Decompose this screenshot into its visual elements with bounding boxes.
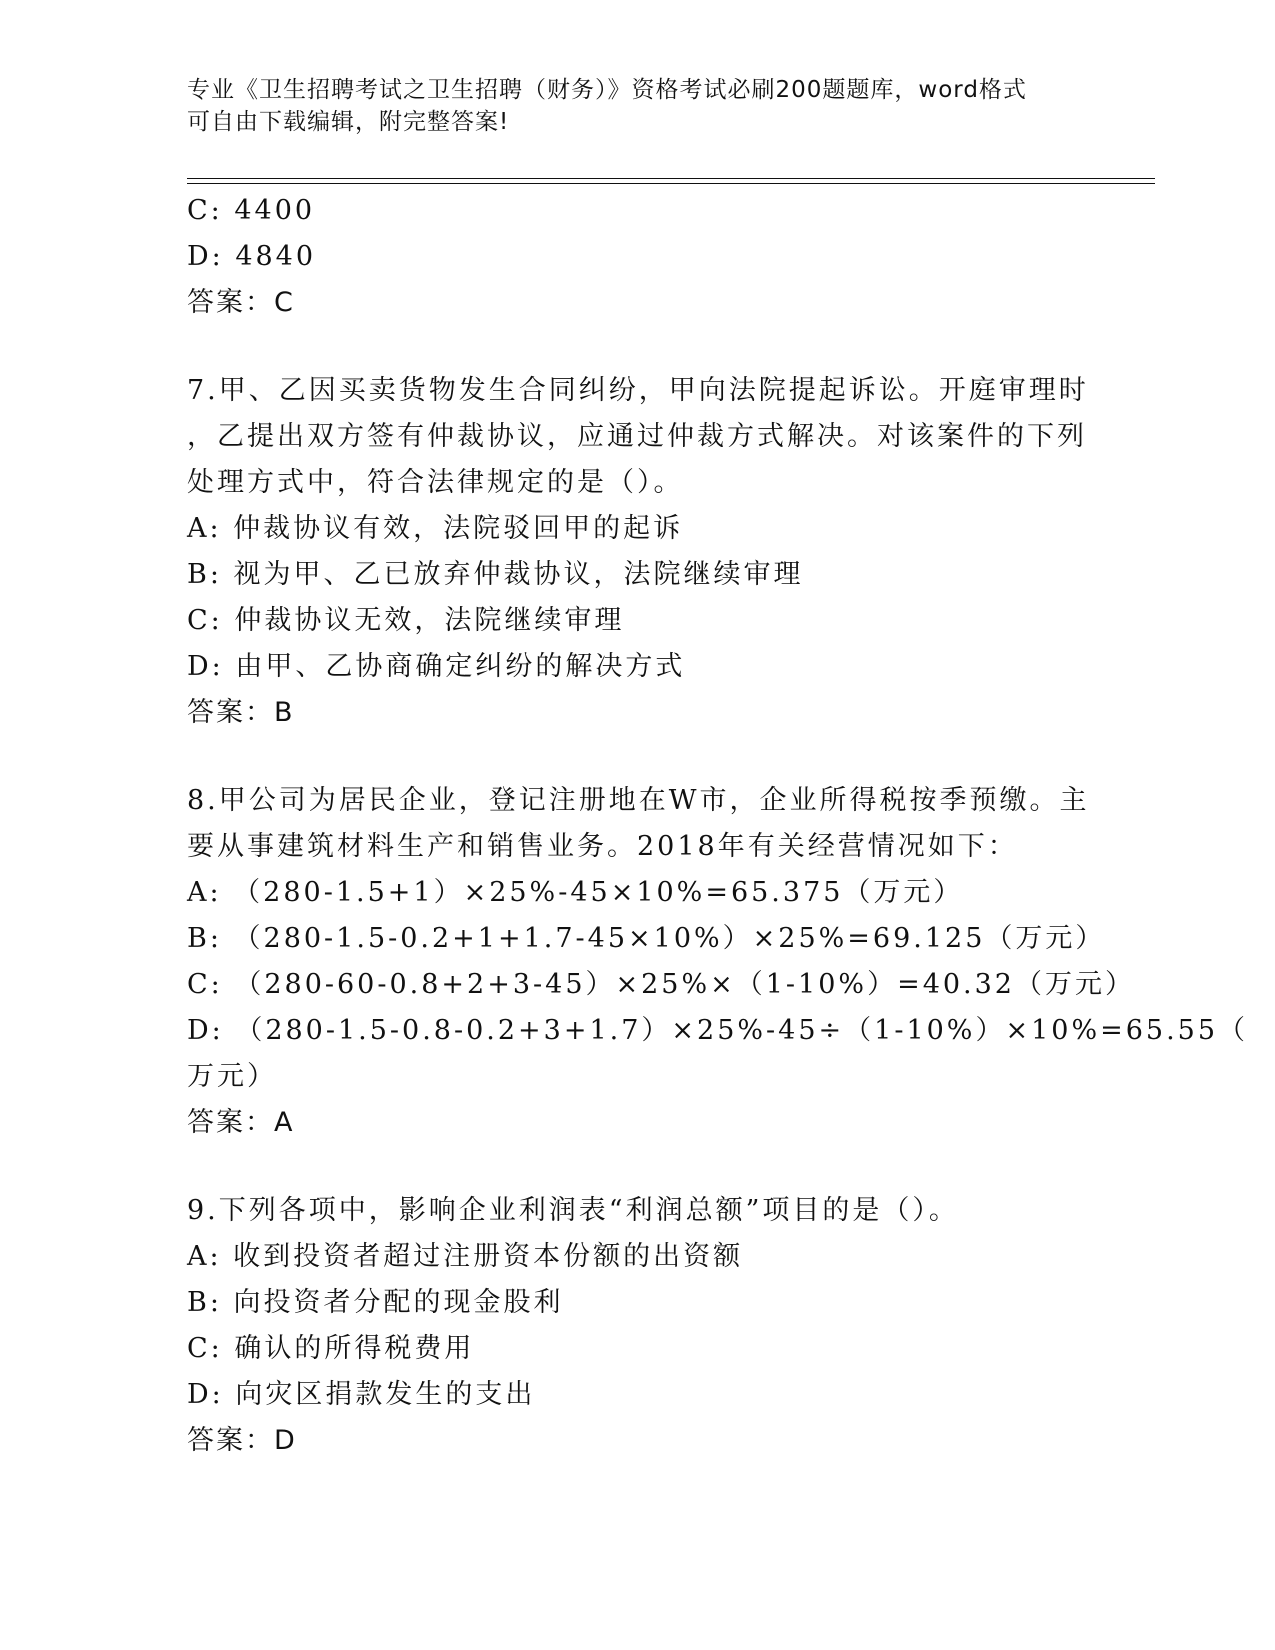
page-header — [187, 74, 1067, 138]
question-stem: ，乙提出双方签有仲裁协议，应通过仲裁方式解决。对该案件的下列 — [187, 421, 1087, 452]
option-b: B: （280-1.5-0.2+1+1.7-45×10%）×25%=69.125（万元） — [187, 923, 1106, 954]
option-b: B: 向投资者分配的现金股利 — [187, 1287, 564, 1318]
header-title-line-1: 专业《卫生招聘考试之卫生招聘（财务）》资格考试必刷200题题库，word格式 — [187, 77, 1027, 103]
question-7 — [187, 368, 1089, 736]
option-b: B: 视为甲、乙已放弃仲裁协议，法院继续审理 — [187, 559, 804, 590]
option-c: C: 仲裁协议无效，法院继续审理 — [187, 605, 625, 636]
question-content — [187, 188, 1249, 1464]
option-d: D: 由甲、乙协商确定纠纷的解决方式 — [187, 651, 686, 682]
header-title-line-2: 可自由下载编辑，附完整答案! — [187, 109, 510, 135]
question-9 — [187, 1188, 1067, 1464]
question-stem: 7.甲、乙因买卖货物发生合同纠纷，甲向法院提起诉讼。开庭审理时 — [187, 375, 1089, 406]
question-stem: 9.下列各项中，影响企业利润表“利润总额”项目的是（）。 — [187, 1195, 959, 1226]
answer-label: 答案：D — [187, 1425, 297, 1456]
spacer — [187, 736, 1067, 778]
option-c: C: （280-60-0.8+2+3-45）×25%×（1-10%）=40.32（万元） — [187, 969, 1135, 1000]
answer-label: 答案：C — [187, 287, 295, 318]
question-stem: 8.甲公司为居民企业，登记注册地在W市，企业所得税按季预缴。主 — [187, 785, 1090, 816]
spacer — [187, 326, 1067, 368]
option-d: D: （280-1.5-0.8-0.2+3+1.7）×25%-45÷（1-10%）×10%=65.55（ — [187, 1015, 1249, 1046]
option-d: D: 向灾区捐款发生的支出 — [187, 1379, 536, 1410]
question-stem: 处理方式中，符合法律规定的是（）。 — [187, 467, 684, 498]
spacer — [187, 1146, 1067, 1188]
option-d: D: 4840 — [187, 241, 317, 272]
header-divider — [187, 178, 1155, 184]
option-a: A: 收到投资者超过注册资本份额的出资额 — [187, 1241, 744, 1272]
option-a: A: 仲裁协议有效，法院驳回甲的起诉 — [187, 513, 684, 544]
answer-label: 答案：A — [187, 1107, 295, 1138]
question-8 — [187, 778, 1249, 1146]
question-stem: 要从事建筑材料生产和销售业务。2018年有关经营情况如下： — [187, 831, 1018, 862]
option-c: C: 确认的所得税费用 — [187, 1333, 475, 1364]
answer-label: 答案：B — [187, 697, 295, 728]
option-c: C: 4400 — [187, 195, 316, 226]
question-6-tail — [187, 188, 1067, 326]
option-d-continuation: 万元） — [187, 1061, 277, 1092]
option-a: A: （280-1.5+1）×25%-45×10%=65.375（万元） — [187, 877, 964, 908]
